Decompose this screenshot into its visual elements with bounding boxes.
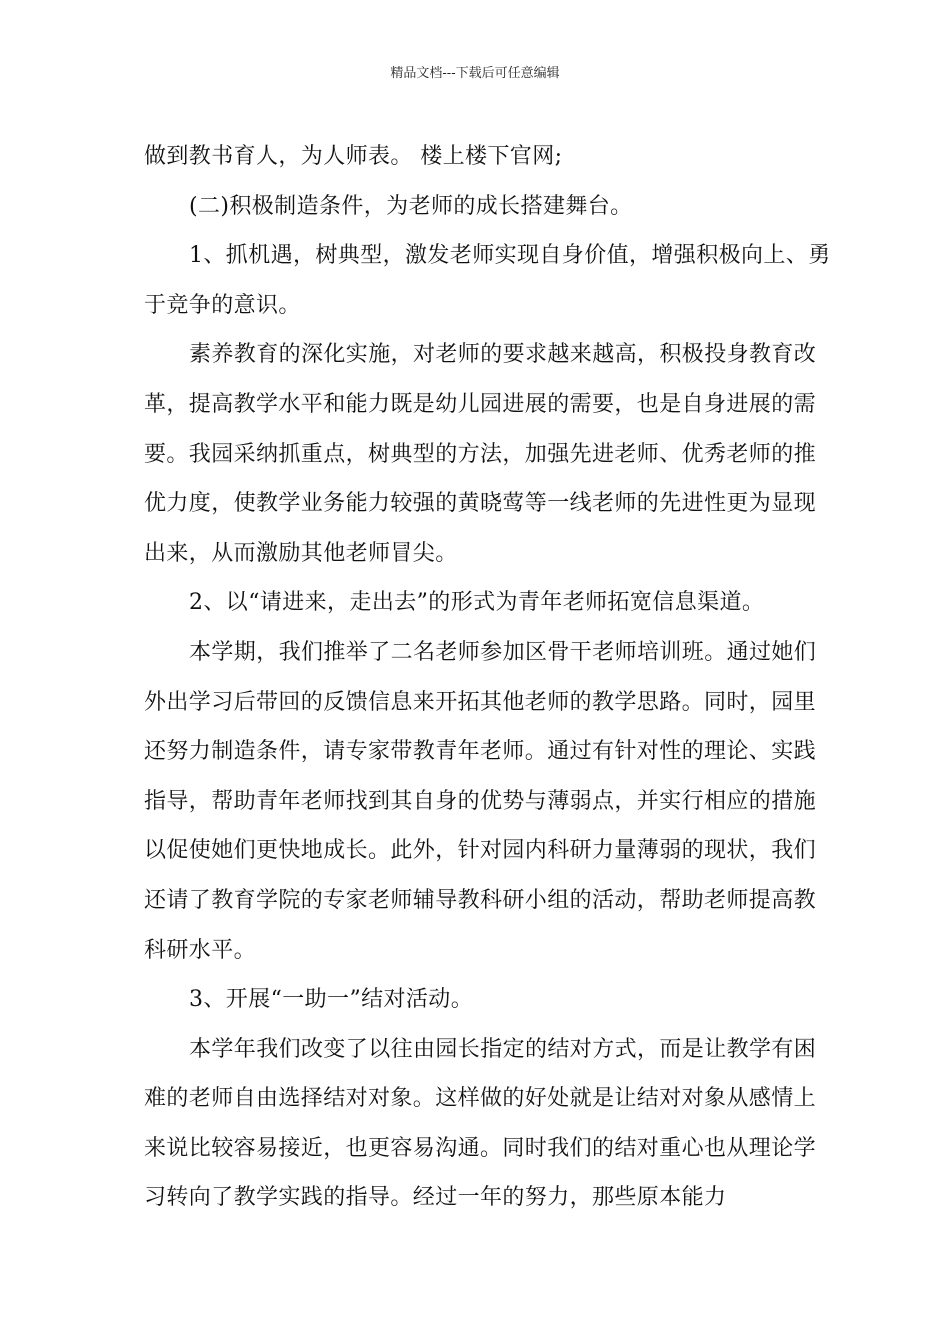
page-header: 精品文档---下载后可任意编辑 [390, 66, 560, 81]
paragraph-8: 本学年我们改变了以往由园长指定的结对方式，而是让教学有困难的老师自由选择结对对象。这样做的好处就是让结对对象从感情上来说比较容易接近，也更容易沟通。同时我们的结对重心也从理论学习转向了教学实践的指导。经过一年的努力，那些原本能力 [144, 1036, 817, 1211]
paragraph-7: 3、开展“一助一”结对活动。 [189, 987, 474, 1013]
document-body [144, 132, 834, 1223]
paragraph-6: 本学期，我们推举了二名老师参加区骨干老师培训班。通过她们外出学习后带回的反馈信息来开拓其他老师的教学思路。同时，园里还努力制造条件，请专家带教青年老师。通过有针对性的理论、实践指导，帮助青年老师找到其自身的优势与薄弱点，并实行相应的措施以促使她们更快地成长。此外，针对园内科研力量薄弱的现状，我们还请了教育学院的专家老师辅导教科研小组的活动，帮助老师提高教科研水平。 [144, 639, 817, 963]
paragraph-2: (二)积极制造条件，为老师的成长搭建舞台。 [189, 193, 633, 219]
paragraph-4: 素养教育的深化实施，对老师的要求越来越高，积极投身教育改革，提高教学水平和能力既是幼儿园进展的需要，也是自身进展的需要。我园采纳抓重点，树典型的方法，加强先进老师、优秀老师的推优力度，使教学业务能力较强的黄晓莺等一线老师的先进性更为显现出来，从而激励其他老师冒尖。 [144, 342, 817, 566]
paragraph-3: 1、抓机遇，树典型，激发老师实现自身价值，增强积极向上、勇于竞争的意识。 [144, 243, 831, 318]
paragraph-1: 做到教书育人，为人师表。 楼上楼下官网; [144, 144, 563, 169]
paragraph-5: 2、以“请进来，走出去”的形式为青年老师拓宽信息渠道。 [189, 590, 765, 616]
